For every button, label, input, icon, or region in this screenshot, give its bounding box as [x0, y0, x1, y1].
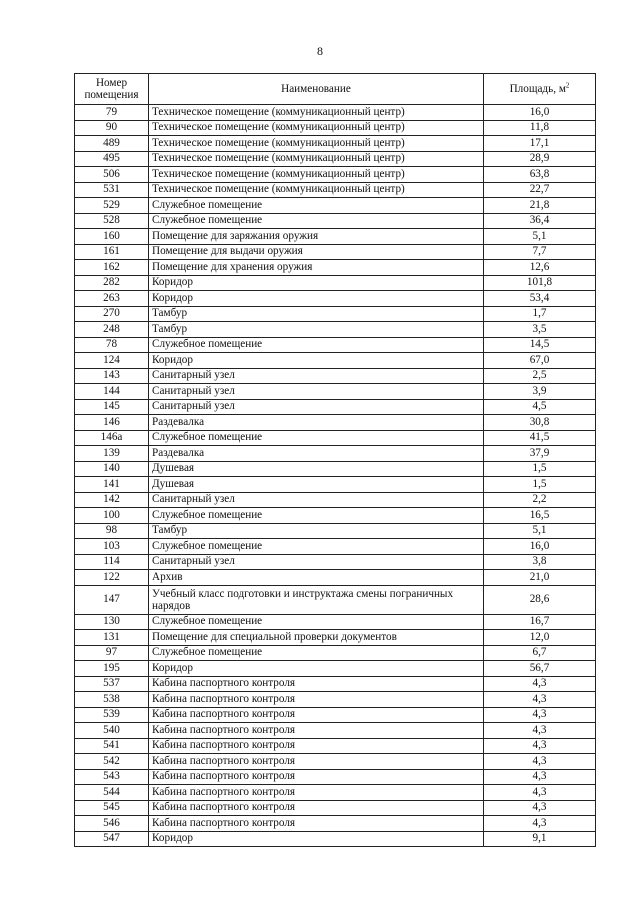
- table-row: [75, 384, 596, 400]
- room-number-cell: 142: [75, 492, 149, 508]
- room-number-cell: 145: [75, 399, 149, 415]
- room-number-cell: 147: [75, 585, 149, 614]
- room-name-cell: Помещение для хранения оружия: [149, 260, 484, 276]
- room-name-cell: Санитарный узел: [149, 384, 484, 400]
- header-name: Наименование: [149, 74, 484, 105]
- room-name-cell: Кабина паспортного контроля: [149, 785, 484, 801]
- room-name-cell: Душевая: [149, 461, 484, 477]
- room-name-cell: Служебное помещение: [149, 539, 484, 555]
- room-number-cell: 130: [75, 614, 149, 630]
- room-name-cell: Техническое помещение (коммуникационный центр): [149, 167, 484, 183]
- room-area-cell: 1,5: [484, 461, 596, 477]
- room-area-cell: 12,0: [484, 630, 596, 646]
- room-area-cell: 30,8: [484, 415, 596, 431]
- room-number-cell: 282: [75, 275, 149, 291]
- room-area-cell: 2,5: [484, 368, 596, 384]
- room-number-cell: 537: [75, 676, 149, 692]
- room-area-cell: 22,7: [484, 182, 596, 198]
- room-number-cell: 541: [75, 738, 149, 754]
- table-row: [75, 539, 596, 555]
- room-area-cell: 4,3: [484, 816, 596, 832]
- room-number-cell: 270: [75, 306, 149, 322]
- table-row: [75, 430, 596, 446]
- room-name-cell: Кабина паспортного контроля: [149, 692, 484, 708]
- table-row: [75, 260, 596, 276]
- table-row: [75, 570, 596, 586]
- room-name-cell: Техническое помещение (коммуникационный центр): [149, 120, 484, 136]
- room-name-cell: Коридор: [149, 275, 484, 291]
- room-area-cell: 4,3: [484, 707, 596, 723]
- table-row: [75, 368, 596, 384]
- room-area-cell: 3,9: [484, 384, 596, 400]
- table-row: [75, 738, 596, 754]
- room-area-cell: 21,8: [484, 198, 596, 214]
- room-area-cell: 21,0: [484, 570, 596, 586]
- room-name-cell: Кабина паспортного контроля: [149, 769, 484, 785]
- room-area-cell: 7,7: [484, 244, 596, 260]
- table-row: [75, 692, 596, 708]
- table-row: [75, 508, 596, 524]
- room-name-cell: Коридор: [149, 831, 484, 847]
- room-number-cell: 141: [75, 477, 149, 493]
- room-name-cell: Кабина паспортного контроля: [149, 800, 484, 816]
- room-area-cell: 4,3: [484, 723, 596, 739]
- room-number-cell: 78: [75, 337, 149, 353]
- table-row: [75, 167, 596, 183]
- room-number-cell: 539: [75, 707, 149, 723]
- room-area-cell: 101,8: [484, 275, 596, 291]
- room-number-cell: 144: [75, 384, 149, 400]
- room-name-cell: Кабина паспортного контроля: [149, 723, 484, 739]
- room-name-cell: Помещение для заряжания оружия: [149, 229, 484, 245]
- room-area-cell: 16,7: [484, 614, 596, 630]
- room-area-cell: 37,9: [484, 446, 596, 462]
- room-number-cell: 143: [75, 368, 149, 384]
- room-number-cell: 263: [75, 291, 149, 307]
- room-name-cell: Помещение для выдачи оружия: [149, 244, 484, 260]
- table-row: [75, 645, 596, 661]
- room-area-cell: 41,5: [484, 430, 596, 446]
- room-number-cell: 506: [75, 167, 149, 183]
- table-row: [75, 415, 596, 431]
- room-area-cell: 9,1: [484, 831, 596, 847]
- room-number-cell: 546: [75, 816, 149, 832]
- room-name-cell: Раздевалка: [149, 446, 484, 462]
- table-row: [75, 630, 596, 646]
- table-row: [75, 554, 596, 570]
- table-row: [75, 275, 596, 291]
- room-area-cell: 4,3: [484, 754, 596, 770]
- table-row: [75, 353, 596, 369]
- room-name-cell: Служебное помещение: [149, 213, 484, 229]
- room-number-cell: 146а: [75, 430, 149, 446]
- table-row: [75, 306, 596, 322]
- room-name-cell: Душевая: [149, 477, 484, 493]
- room-name-cell: Кабина паспортного контроля: [149, 738, 484, 754]
- room-number-cell: 547: [75, 831, 149, 847]
- header-number: Номер помещения: [75, 74, 149, 105]
- room-area-cell: 16,0: [484, 105, 596, 121]
- room-area-cell: 1,7: [484, 306, 596, 322]
- room-number-cell: 542: [75, 754, 149, 770]
- room-area-cell: 12,6: [484, 260, 596, 276]
- table-row: [75, 461, 596, 477]
- room-name-cell: Кабина паспортного контроля: [149, 707, 484, 723]
- room-number-cell: 529: [75, 198, 149, 214]
- room-number-cell: 90: [75, 120, 149, 136]
- room-area-cell: 63,8: [484, 167, 596, 183]
- room-number-cell: 528: [75, 213, 149, 229]
- room-name-cell: Коридор: [149, 353, 484, 369]
- table-row: [75, 136, 596, 152]
- table-row: [75, 213, 596, 229]
- room-area-cell: 4,3: [484, 785, 596, 801]
- room-number-cell: 100: [75, 508, 149, 524]
- table-row: [75, 446, 596, 462]
- header-area: [484, 74, 596, 105]
- room-number-cell: 122: [75, 570, 149, 586]
- table-row: [75, 151, 596, 167]
- table-row: [75, 816, 596, 832]
- room-number-cell: 160: [75, 229, 149, 245]
- room-area-cell: 5,1: [484, 229, 596, 245]
- rooms-table: [74, 73, 596, 847]
- room-area-cell: 6,7: [484, 645, 596, 661]
- room-number-cell: 97: [75, 645, 149, 661]
- room-area-cell: 28,6: [484, 585, 596, 614]
- room-number-cell: 544: [75, 785, 149, 801]
- table-row: [75, 661, 596, 677]
- room-area-cell: 4,3: [484, 769, 596, 785]
- room-number-cell: 531: [75, 182, 149, 198]
- table-row: [75, 337, 596, 353]
- room-name-cell: Кабина паспортного контроля: [149, 816, 484, 832]
- table-row: [75, 105, 596, 121]
- table-row: [75, 723, 596, 739]
- table-row: [75, 291, 596, 307]
- room-number-cell: 124: [75, 353, 149, 369]
- room-area-cell: 11,8: [484, 120, 596, 136]
- room-name-cell: Техническое помещение (коммуникационный центр): [149, 151, 484, 167]
- room-name-cell: Раздевалка: [149, 415, 484, 431]
- room-name-cell: Архив: [149, 570, 484, 586]
- room-number-cell: 131: [75, 630, 149, 646]
- room-name-cell: Техническое помещение (коммуникационный центр): [149, 182, 484, 198]
- table-row: [75, 754, 596, 770]
- table-row: [75, 785, 596, 801]
- room-name-cell: Коридор: [149, 661, 484, 677]
- room-area-cell: 3,8: [484, 554, 596, 570]
- table-row: [75, 614, 596, 630]
- table-row: [75, 322, 596, 338]
- room-area-cell: 4,3: [484, 738, 596, 754]
- table-header-row: [75, 74, 596, 105]
- room-area-cell: 1,5: [484, 477, 596, 493]
- room-area-cell: 16,5: [484, 508, 596, 524]
- room-number-cell: 543: [75, 769, 149, 785]
- room-name-cell: Служебное помещение: [149, 337, 484, 353]
- table-row: [75, 800, 596, 816]
- table-row: [75, 585, 596, 614]
- room-name-cell: Тамбур: [149, 306, 484, 322]
- room-name-cell: Служебное помещение: [149, 645, 484, 661]
- room-area-cell: 4,5: [484, 399, 596, 415]
- room-area-cell: 36,4: [484, 213, 596, 229]
- room-name-cell: Служебное помещение: [149, 508, 484, 524]
- room-name-cell: Техническое помещение (коммуникационный центр): [149, 136, 484, 152]
- room-area-cell: 4,3: [484, 692, 596, 708]
- room-number-cell: 103: [75, 539, 149, 555]
- room-number-cell: 195: [75, 661, 149, 677]
- table-row: [75, 229, 596, 245]
- room-number-cell: 98: [75, 523, 149, 539]
- room-number-cell: 538: [75, 692, 149, 708]
- room-area-cell: 3,5: [484, 322, 596, 338]
- table-body: [75, 105, 596, 847]
- room-name-cell: Санитарный узел: [149, 399, 484, 415]
- room-number-cell: 545: [75, 800, 149, 816]
- room-number-cell: 162: [75, 260, 149, 276]
- table-row: [75, 831, 596, 847]
- room-area-cell: 17,1: [484, 136, 596, 152]
- room-number-cell: 248: [75, 322, 149, 338]
- table-row: [75, 182, 596, 198]
- room-name-cell: Тамбур: [149, 523, 484, 539]
- room-name-cell: Техническое помещение (коммуникационный центр): [149, 105, 484, 121]
- room-area-cell: 56,7: [484, 661, 596, 677]
- room-area-cell: 16,0: [484, 539, 596, 555]
- room-area-cell: 2,2: [484, 492, 596, 508]
- room-name-cell: Кабина паспортного контроля: [149, 676, 484, 692]
- room-name-cell: Помещение для специальной проверки документов: [149, 630, 484, 646]
- room-number-cell: 140: [75, 461, 149, 477]
- room-name-cell: Служебное помещение: [149, 198, 484, 214]
- table-row: [75, 477, 596, 493]
- table-row: [75, 492, 596, 508]
- header-area-exponent: 2: [565, 81, 570, 90]
- room-number-cell: 114: [75, 554, 149, 570]
- table-row: [75, 769, 596, 785]
- header-area-label: Площадь, м: [509, 83, 566, 95]
- room-area-cell: 53,4: [484, 291, 596, 307]
- room-number-cell: 540: [75, 723, 149, 739]
- room-name-cell: Учебный класс подготовки и инструктажа смены пограничных нарядов: [149, 585, 484, 614]
- room-number-cell: 139: [75, 446, 149, 462]
- room-name-cell: Служебное помещение: [149, 430, 484, 446]
- room-number-cell: 146: [75, 415, 149, 431]
- room-area-cell: 4,3: [484, 676, 596, 692]
- room-number-cell: 495: [75, 151, 149, 167]
- page-number: 8: [317, 44, 323, 58]
- room-area-cell: 28,9: [484, 151, 596, 167]
- room-name-cell: Санитарный узел: [149, 368, 484, 384]
- room-name-cell: Тамбур: [149, 322, 484, 338]
- room-number-cell: 489: [75, 136, 149, 152]
- table-row: [75, 707, 596, 723]
- room-name-cell: Санитарный узел: [149, 492, 484, 508]
- room-area-cell: 4,3: [484, 800, 596, 816]
- table-row: [75, 244, 596, 260]
- table-row: [75, 120, 596, 136]
- table-row: [75, 198, 596, 214]
- room-name-cell: Коридор: [149, 291, 484, 307]
- table-row: [75, 523, 596, 539]
- room-number-cell: 161: [75, 244, 149, 260]
- room-area-cell: 14,5: [484, 337, 596, 353]
- room-name-cell: Санитарный узел: [149, 554, 484, 570]
- table-row: [75, 676, 596, 692]
- room-name-cell: Служебное помещение: [149, 614, 484, 630]
- room-name-cell: Кабина паспортного контроля: [149, 754, 484, 770]
- table-row: [75, 399, 596, 415]
- room-area-cell: 67,0: [484, 353, 596, 369]
- room-number-cell: 79: [75, 105, 149, 121]
- room-area-cell: 5,1: [484, 523, 596, 539]
